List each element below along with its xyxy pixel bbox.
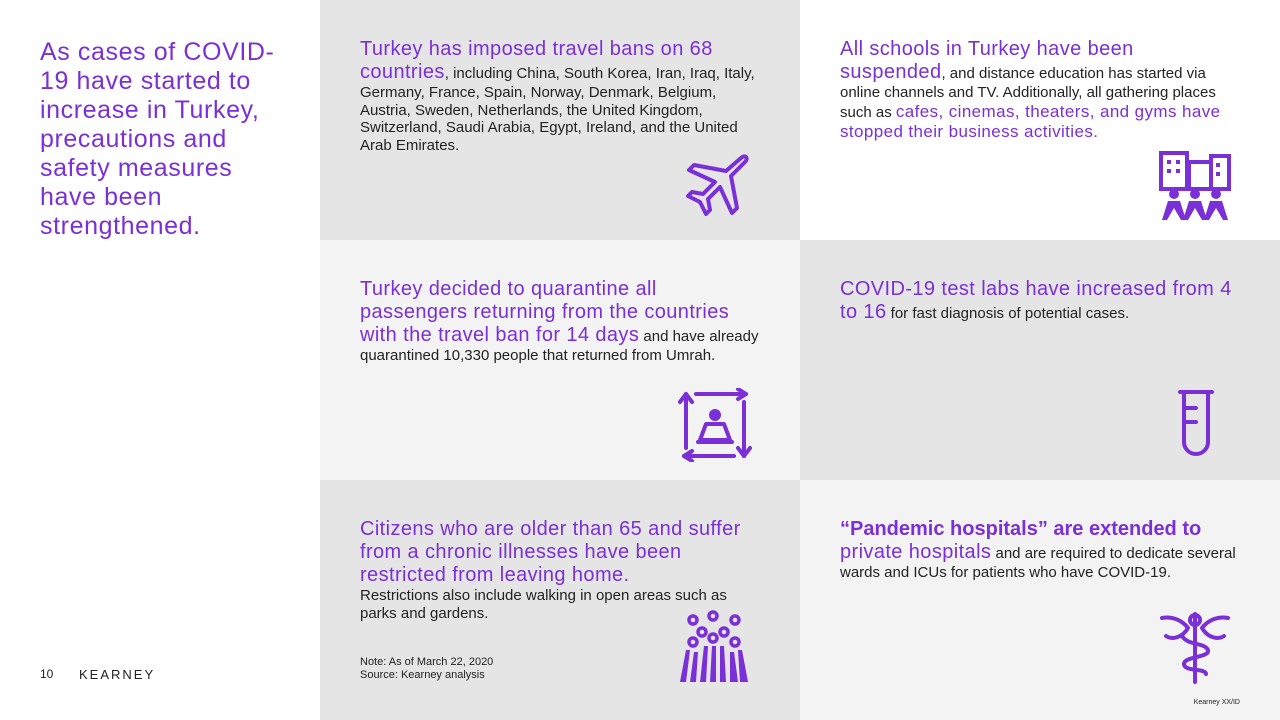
tile-labs-text — [840, 278, 1240, 324]
tile-travel-text — [360, 38, 760, 154]
tile-schools-highlight: All schools in Turkey have been suspended — [840, 38, 1134, 83]
tile-travel-ban — [320, 0, 800, 240]
tile-labs-highlight: COVID-19 test labs have increased from 4 to 16 — [840, 278, 1232, 323]
tile-hospitals-text — [840, 518, 1240, 582]
tile-elderly-highlight: Citizens who are older than 65 and suffer from a chronic illnesses have been restricted from leaving home. — [360, 518, 741, 586]
test-tube-icon — [1176, 388, 1216, 462]
tile-schools-text — [840, 38, 1240, 142]
tile-quarantine — [320, 240, 800, 480]
footer-code: Kearney XX/ID — [1193, 699, 1240, 706]
caduceus-icon — [1158, 610, 1232, 684]
tile-schools — [800, 0, 1280, 240]
tile-hospitals-body: and are required to dedicate several wards and ICUs for patients who have COVID-19. — [840, 545, 1236, 581]
tile-hospitals-highlight: private hospitals — [840, 541, 992, 563]
tile-quarantine-highlight: Turkey decided to quarantine all passengers returning from the countries with the travel ban for 14 days — [360, 278, 730, 346]
tile-travel-highlight: Turkey has imposed travel bans on 68 countries — [360, 38, 713, 83]
tile-travel-body: , including China, South Korea, Iran, Iraq, Italy, Germany, France, Spain, Norway, Denmark, Belgium, Austria, Sweden, Netherlands, the United Kingdom, Switzerland, Saudi Arabia, Egypt, Ireland, and the United Arab Emirates. — [360, 65, 755, 154]
tile-quarantine-text — [360, 278, 760, 365]
tile-schools-highlight-2: cafes, cinemas, theaters, and gyms have stopped their business activities. — [840, 101, 1221, 141]
airplane-icon — [678, 150, 750, 222]
slide-title: As cases of COVID-19 have started to increase in Turkey, precautions and safety measures have been strengthened. — [40, 38, 275, 240]
tile-schools-body: , and distance education has started via online channels and TV. Additionally, all gathering places such as — [840, 65, 1216, 121]
brand-logo: KEARNEY — [79, 667, 156, 682]
note-source: Source: Kearney analysis — [360, 669, 485, 681]
page-number: 10 — [40, 667, 54, 681]
tile-quarantine-body: and have already quarantined 10,330 people that returned from Umrah. — [360, 328, 759, 364]
tile-test-labs — [800, 240, 1280, 480]
source-note — [360, 656, 493, 682]
city-people-icon — [1158, 150, 1232, 222]
crowd-icon — [678, 610, 752, 684]
quarantine-person-icon — [678, 388, 752, 462]
tile-elderly-text — [360, 518, 760, 622]
note-date: Note: As of March 22, 2020 — [360, 656, 494, 668]
tile-labs-body: for fast diagnosis of potential cases. — [886, 305, 1130, 322]
tile-hospitals-highlight-bold: “Pandemic hospitals” are extended to — [840, 518, 1202, 540]
tile-elderly-body: Restrictions also include walking in open areas such as parks and gardens. — [360, 587, 727, 622]
tile-elderly — [320, 480, 800, 720]
tile-hospitals — [800, 480, 1280, 720]
